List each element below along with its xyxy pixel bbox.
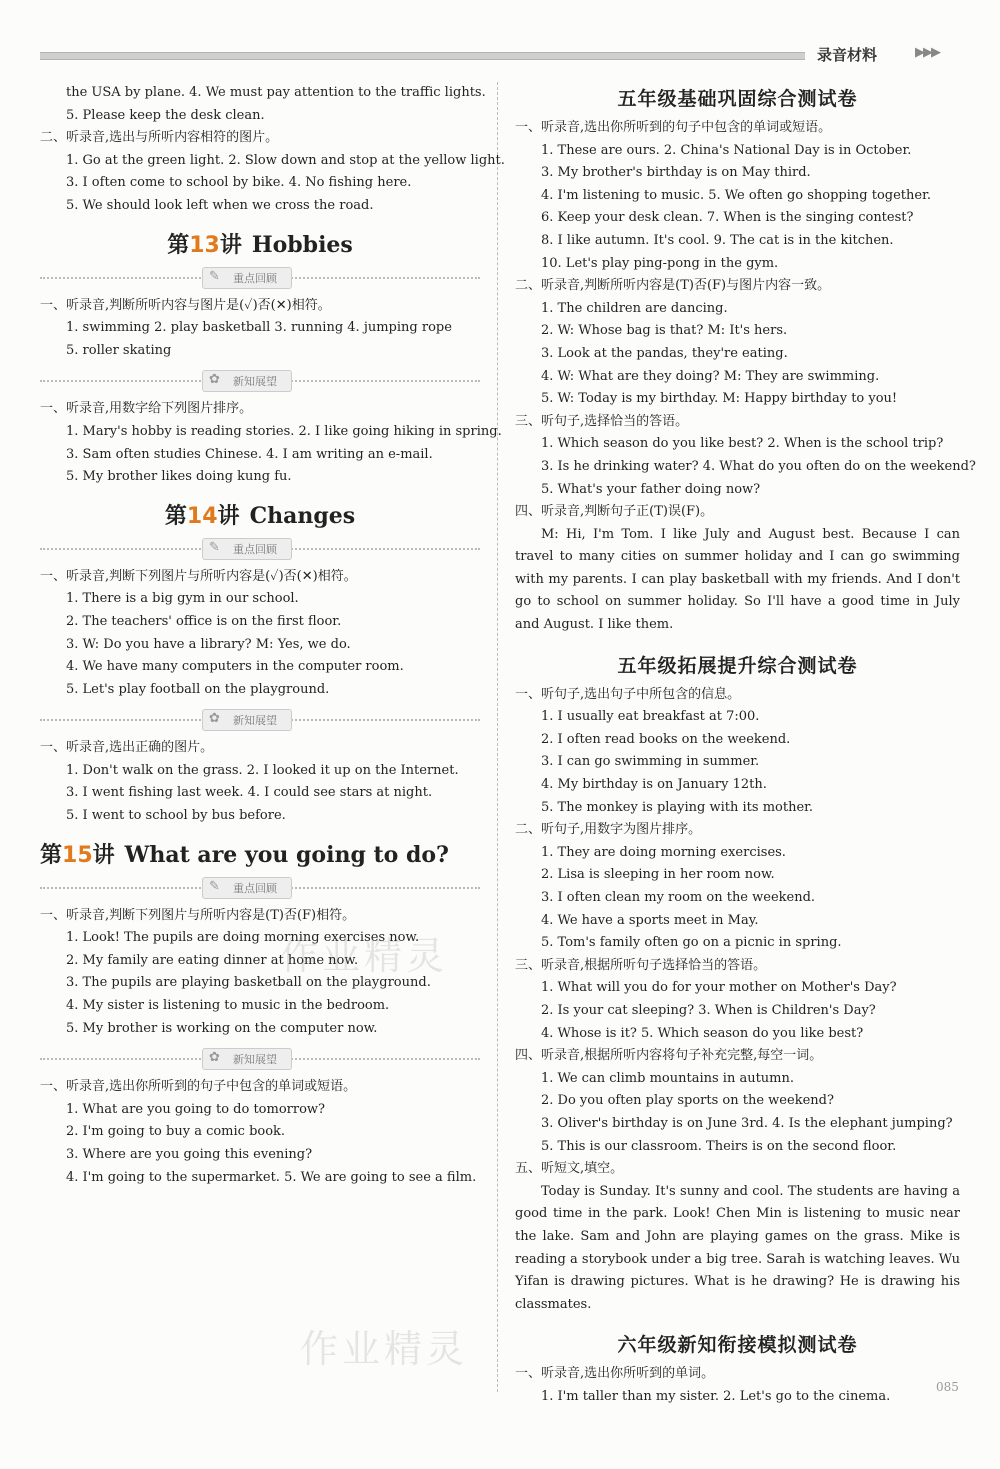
text-line: 1. There is a big gym in our school. bbox=[66, 591, 299, 607]
text-line: 1. Which season do you like best? 2. When is the school trip? bbox=[541, 436, 944, 452]
text-line: 5. W: Today is my birthday. M: Happy birthday to you! bbox=[541, 391, 898, 407]
exam-title: 五年级基础巩固综合测试卷 bbox=[617, 88, 858, 110]
text-line: 1. I usually eat breakfast at 7:00. bbox=[541, 709, 760, 725]
text-line: 3. W: Do you have a library? M: Yes, we do. bbox=[66, 636, 351, 652]
question-heading: 四、听录音,根据所听内容将句子补充完整,每空一词。 bbox=[515, 1048, 823, 1064]
question-heading: 五、听短文,填空。 bbox=[515, 1161, 624, 1177]
text-line: 2. Do you often play sports on the weekend? bbox=[541, 1093, 834, 1109]
text-line: 4. W: What are they doing? M: They are swimming. bbox=[541, 368, 880, 384]
text-line: 3. The pupils are playing basketball on the playground. bbox=[66, 975, 431, 991]
text-line: 1. These are ours. 2. China's National Day is in October. bbox=[541, 142, 912, 158]
text-line: 3. I went fishing last week. 4. I could see stars at night. bbox=[66, 785, 433, 801]
watermark: 作业精灵 bbox=[300, 1327, 469, 1371]
question-heading: 二、听录音,判断所听内容是(T)否(F)与图片内容一致。 bbox=[515, 278, 831, 294]
text-line: 5. Please keep the desk clean. bbox=[66, 107, 265, 123]
text-line: 5. The monkey is playing with its mother. bbox=[541, 799, 814, 815]
exam-title: 六年级新知衔接模拟测试卷 bbox=[617, 1334, 858, 1357]
text-line: 3. I can go swimming in summer. bbox=[541, 754, 760, 770]
text-line: 8. I like autumn. It's cool. 9. The cat is in the kitchen. bbox=[541, 232, 894, 248]
text-line: 1. They are doing morning exercises. bbox=[541, 844, 786, 860]
text-line: 6. Keep your desk clean. 7. When is the singing contest? bbox=[541, 210, 914, 226]
text-line: 2. W: Whose bag is that? M: It's hers. bbox=[541, 323, 788, 339]
text-line: 5. We should look left when we cross the road. bbox=[66, 197, 374, 213]
text-line: 2. The teachers' office is on the first floor. bbox=[66, 613, 342, 629]
text-line: 2. My family are eating dinner at home now. bbox=[66, 952, 359, 968]
header-title: 录音材料 bbox=[817, 46, 878, 64]
preview-banner: ✿ 新知展望 bbox=[40, 1046, 480, 1072]
exam-1-questions bbox=[515, 117, 976, 524]
text-line: 5. My brother likes doing kung fu. bbox=[66, 469, 292, 485]
question-heading: 一、听录音,选出正确的图片。 bbox=[40, 740, 214, 756]
preview-banner: ✿ 新知展望 bbox=[40, 707, 480, 733]
review-banner: ✎ 重点回顾 bbox=[40, 265, 480, 291]
question-heading: 一、听录音,判断下列图片与所听内容是(T)否(F)相符。 bbox=[40, 907, 356, 923]
text-line: 3. Is he drinking water? 4. What do you often do on the weekend? bbox=[541, 458, 976, 474]
seedling-icon: ✿ bbox=[209, 372, 220, 388]
text-line: 10. Let's play ping-pong in the gym. bbox=[541, 255, 779, 271]
text-line: 2. I often read books on the weekend. bbox=[541, 731, 791, 747]
lecture-14-title: 第14讲 Changes bbox=[164, 502, 356, 529]
text-line: 5. Tom's family often go on a picnic in spring. bbox=[541, 935, 842, 951]
text-line: 5. I went to school by bus before. bbox=[66, 808, 286, 824]
text-line: the USA by plane. 4. We must pay attention to the traffic lights. bbox=[66, 85, 486, 100]
question-heading: 三、听录音,根据所听句子选择恰当的答语。 bbox=[515, 957, 767, 973]
listening-passage: Today is Sunday. It's sunny and cool. The students are having a good time in the park. Look! Chen Min is listening to music near the lake. Sam and John are playing games on the grass. Mike is reading a storybook under a big tree. Sarah is watching leaves. Wu Yifan is drawing pictures. What is he drawing? He is drawing his classmates. bbox=[515, 1183, 960, 1312]
question-heading: 四、听录音,判断句子正(T)误(F)。 bbox=[515, 504, 714, 520]
text-line: 5. This is our classroom. Theirs is on the second floor. bbox=[541, 1138, 897, 1154]
text-line: 1. Mary's hobby is reading stories. 2. I like going hiking in spring. bbox=[66, 423, 502, 439]
question-heading: 二、听句子,用数字为图片排序。 bbox=[515, 822, 702, 838]
lecture-13-title: 第13讲 Hobbies bbox=[167, 231, 353, 258]
header-bar bbox=[40, 52, 805, 60]
listening-passage: M: Hi, I'm Tom. I like July and August best. Because I can travel to many cities on summer holiday and I can go swimming with my parents. I can play basketball with my friends. And I don't go to school on summer holiday. So I'll have a good time in July and August. I like them. bbox=[515, 526, 960, 633]
question-heading: 一、听录音,选出你所听到的句子中包含的单词或短语。 bbox=[40, 1079, 357, 1095]
exam-3-questions bbox=[515, 1363, 960, 1408]
page-header bbox=[40, 44, 960, 66]
review-banner: ✎ 重点回顾 bbox=[40, 536, 480, 562]
seedling-icon: ✿ bbox=[209, 1050, 220, 1066]
text-line: 1. Look! The pupils are doing morning exercises now. bbox=[66, 930, 420, 946]
text-line: 1. What will you do for your mother on Mother's Day? bbox=[541, 980, 897, 996]
text-line: 3. Sam often studies Chinese. 4. I am writing an e-mail. bbox=[66, 446, 433, 462]
intro-section bbox=[40, 82, 505, 218]
question-heading: 一、听录音,判断下列图片与所听内容是(✓)否(✕)相符。 bbox=[40, 568, 357, 584]
text-line: 1. What are you going to do tomorrow? bbox=[66, 1101, 325, 1117]
page-number: 085 bbox=[936, 1380, 959, 1394]
seedling-icon: ✿ bbox=[209, 711, 220, 727]
exam-2-questions bbox=[515, 684, 960, 1181]
text-line: 2. I'm going to buy a comic book. bbox=[66, 1124, 286, 1140]
question-heading: 一、听句子,选出句子中所包含的信息。 bbox=[515, 686, 741, 702]
text-line: 4. Whose is it? 5. Which season do you like best? bbox=[541, 1025, 864, 1041]
text-line: 2. Is your cat sleeping? 3. When is Children's Day? bbox=[541, 1002, 876, 1018]
text-line: 1. The children are dancing. bbox=[541, 300, 728, 316]
text-line: 5. My brother is working on the computer now. bbox=[66, 1020, 378, 1036]
bird-icon: ✎ bbox=[209, 539, 220, 555]
question-heading: 一、听录音,判断所听内容与图片是(✓)否(✕)相符。 bbox=[40, 297, 331, 313]
lecture-15-title: 第15讲 What are you going to do? bbox=[40, 841, 449, 868]
text-line: 3. I often come to school by bike. 4. No fishing here. bbox=[66, 175, 412, 191]
bird-icon: ✎ bbox=[209, 268, 220, 284]
question-heading: 二、听录音,选出与所听内容相符的图片。 bbox=[40, 130, 279, 146]
watermark: 作业精灵 bbox=[280, 934, 449, 978]
text-line: 3. My brother's birthday is on May third. bbox=[541, 165, 811, 181]
text-line: 5. roller skating bbox=[66, 342, 172, 358]
text-line: 3. I often clean my room on the weekend. bbox=[541, 890, 816, 905]
text-line: 1. swimming 2. play basketball 3. running 4. jumping rope bbox=[66, 320, 452, 336]
text-line: 4. My sister is listening to music in the bedroom. bbox=[66, 998, 390, 1014]
text-line: 5. What's your father doing now? bbox=[541, 481, 761, 497]
header-arrows-icon: ▶▶▶ bbox=[915, 45, 939, 60]
question-heading: 一、听录音,用数字给下列图片排序。 bbox=[40, 401, 253, 417]
bird-icon: ✎ bbox=[209, 878, 220, 894]
text-line: 1. I'm taller than my sister. 2. Let's go to the cinema. bbox=[541, 1388, 891, 1404]
question-heading: 一、听录音,选出你所听到的单词。 bbox=[515, 1366, 715, 1382]
text-line: 2. Lisa is sleeping in her room now. bbox=[541, 867, 775, 883]
column-divider bbox=[497, 82, 498, 1392]
question-heading: 三、听句子,选择恰当的答语。 bbox=[515, 413, 689, 429]
right-column bbox=[515, 82, 976, 1408]
review-banner: ✎ 重点回顾 bbox=[40, 875, 480, 901]
left-column bbox=[40, 82, 505, 1189]
text-line: 3. Oliver's birthday is on June 3rd. 4. Is the elephant jumping? bbox=[541, 1115, 953, 1131]
text-line: 4. My birthday is on January 12th. bbox=[541, 777, 767, 793]
text-line: 4. We have many computers in the computer room. bbox=[66, 659, 404, 675]
question-heading: 一、听录音,选出你所听到的句子中包含的单词或短语。 bbox=[515, 120, 832, 135]
text-line: 4. We have a sports meet in May. bbox=[541, 912, 759, 928]
exam-title: 五年级拓展提升综合测试卷 bbox=[617, 654, 858, 677]
text-line: 1. Don't walk on the grass. 2. I looked it up on the Internet. bbox=[66, 762, 459, 778]
text-line: 3. Look at the pandas, they're eating. bbox=[541, 345, 788, 361]
text-line: 4. I'm listening to music. 5. We often go shopping together. bbox=[541, 187, 931, 203]
text-line: 1. We can climb mountains in autumn. bbox=[541, 1070, 794, 1086]
preview-banner: ✿ 新知展望 bbox=[40, 368, 480, 394]
text-line: 4. I'm going to the supermarket. 5. We are going to see a film. bbox=[66, 1169, 477, 1185]
text-line: 5. Let's play football on the playground. bbox=[66, 681, 330, 697]
text-line: 1. Go at the green light. 2. Slow down and stop at the yellow light. bbox=[66, 152, 505, 168]
text-line: 3. Where are you going this evening? bbox=[66, 1147, 313, 1162]
